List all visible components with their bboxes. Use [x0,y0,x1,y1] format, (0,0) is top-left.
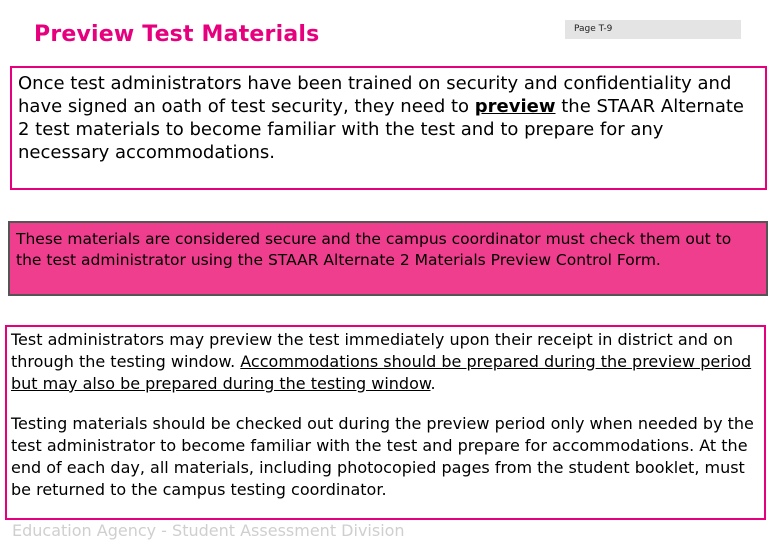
intro-text-box [10,66,767,190]
accommodations-underlined-text: Accommodations should be prepared during the preview period but may also be prepared during the testing window [11,352,752,393]
preview-timing-period: . [430,374,436,393]
page-title: Preview Test Materials [34,22,320,47]
secure-materials-text: These materials are considered secure and the campus coordinator must check them out to the test administrator using the STAAR Alternate 2 Materials Preview Control Form. [16,230,732,269]
footer-text: Education Agency - Student Assessment Division [12,521,405,540]
preview-details-box [5,325,766,520]
checkout-paragraph: Testing materials should be checked out during the preview period only when needed by the test administrator to become familiar with the test and prepare for accommodations. At the end of each day, all materials, including photocopied pages from the student booklet, must be returned to the campus testing coordinator. [11,414,754,499]
secure-materials-callout [8,221,768,296]
intro-text-end: the STAAR Alternate 2 test materials to become familiar with the test and to prepare for any necessary accommodations. [18,96,744,163]
preview-emphasis: preview [474,96,556,117]
page-number-label: Page T-9 [565,20,741,39]
intro-text-start: Once test administrators have been trained on security and confidentiality and have signed an oath of test security, they need to [18,73,732,117]
preview-timing-text: Test administrators may preview the test immediately upon their receipt in district and on through the testing window. [11,330,733,371]
preview-timing-paragraph [11,329,760,395]
